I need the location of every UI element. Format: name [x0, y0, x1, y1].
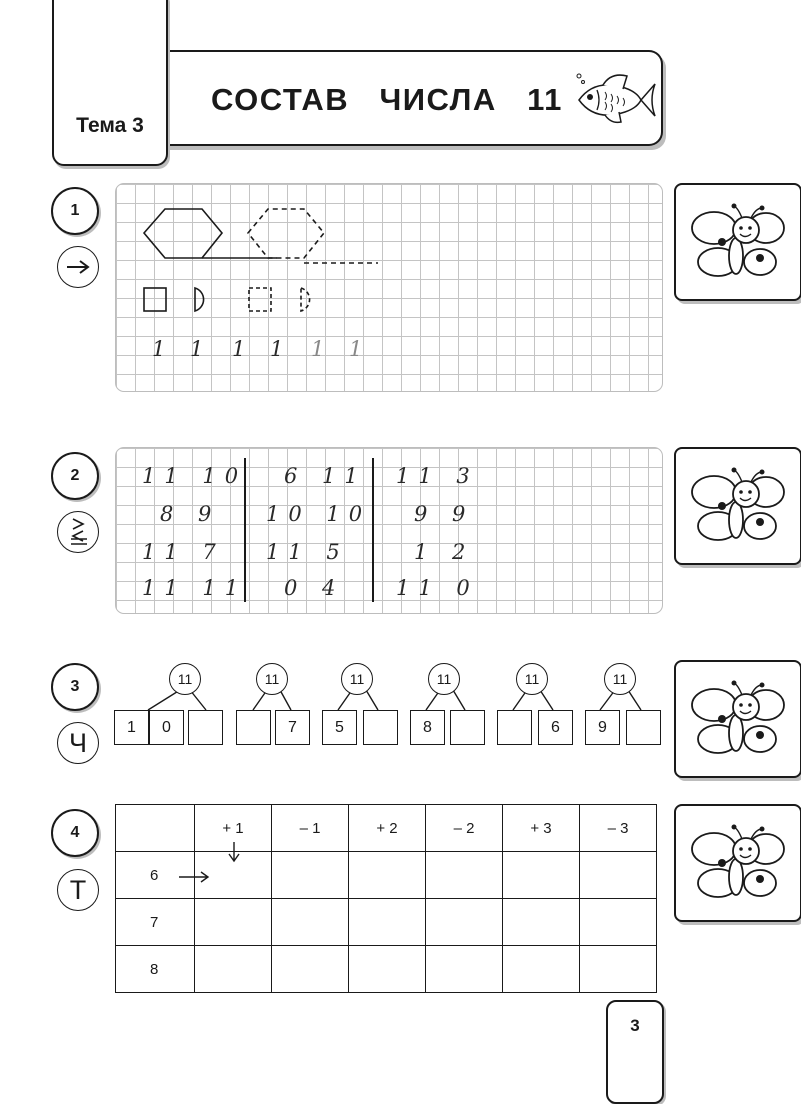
answer-cell[interactable] [426, 852, 503, 899]
part-box[interactable] [236, 710, 271, 745]
compare-pair: 10 10 [266, 502, 372, 526]
table-header-cell: + 3 [503, 805, 580, 852]
whole-number-circle: 11 [604, 663, 636, 695]
part-box[interactable]: 7 [275, 710, 310, 745]
whole-number-circle: 11 [428, 663, 460, 695]
answer-cell[interactable] [580, 946, 657, 993]
table-header-cell: – 2 [426, 805, 503, 852]
butterfly-icon [674, 660, 801, 778]
table-header-cell: + 1 [195, 805, 272, 852]
compare-pair: 11 11 [142, 576, 248, 600]
compare-pair: 1 2 [414, 540, 475, 564]
answer-cell[interactable] [426, 946, 503, 993]
compare-pair: 11 0 [396, 576, 479, 600]
whole-number-circle: 11 [169, 663, 201, 695]
task1-grid [115, 183, 663, 392]
table-row [116, 899, 657, 946]
part-box[interactable]: 6 [538, 710, 573, 745]
part-box[interactable]: 5 [322, 710, 357, 745]
compare-sign-icon [57, 511, 99, 553]
task2-grid [115, 447, 663, 614]
compare-pair: 11 10 [142, 464, 248, 488]
table-header-cell: – 1 [272, 805, 349, 852]
part-box[interactable] [626, 710, 661, 745]
page-number-tab [606, 1000, 664, 1104]
part-box[interactable]: 1 [114, 710, 149, 745]
part-box[interactable]: 8 [410, 710, 445, 745]
arrow-right-icon [57, 246, 99, 288]
answer-cell[interactable] [349, 899, 426, 946]
whole-number-circle: 11 [341, 663, 373, 695]
answer-cell[interactable] [349, 946, 426, 993]
row-label: 7 [116, 899, 195, 946]
answer-cell[interactable] [580, 852, 657, 899]
fish-icon [575, 68, 657, 130]
answer-cell[interactable] [426, 899, 503, 946]
part-box[interactable] [450, 710, 485, 745]
table-header-cell: – 3 [580, 805, 657, 852]
part-box[interactable] [497, 710, 532, 745]
butterfly-icon [674, 804, 801, 922]
compare-pair: 9 9 [414, 502, 475, 526]
compare-pair: 0 4 [284, 576, 345, 600]
compare-pair: 11 3 [396, 464, 479, 488]
copy-digits-dotted: 1 1 [311, 337, 372, 361]
task-number-4: 4 [51, 809, 99, 857]
table-row [116, 946, 657, 993]
compare-pair: 8 9 [160, 502, 221, 526]
compare-pair: 11 5 [266, 540, 349, 564]
compare-pair: 11 7 [142, 540, 225, 564]
column-divider-2 [372, 458, 374, 602]
page-number: 3 [630, 1016, 640, 1035]
whole-number-circle: 11 [256, 663, 288, 695]
example-arrows-icon [175, 838, 245, 886]
task3-symbol: Ч [57, 722, 99, 764]
answer-cell[interactable] [349, 852, 426, 899]
copy-digits-2: 1 1 [232, 337, 293, 361]
part-box[interactable]: 0 [149, 710, 184, 745]
answer-cell[interactable] [272, 852, 349, 899]
topic-tab [52, 0, 168, 166]
answer-cell[interactable] [503, 946, 580, 993]
answer-cell[interactable] [195, 946, 272, 993]
page-title: СОСТАВ ЧИСЛА 11 [211, 82, 563, 117]
part-box[interactable]: 9 [585, 710, 620, 745]
part-box[interactable] [188, 710, 223, 745]
task-number-3: 3 [51, 663, 99, 711]
row-label: 6 [116, 852, 195, 899]
task-number-1: 1 [51, 187, 99, 235]
answer-cell[interactable] [580, 899, 657, 946]
operations-table [115, 804, 657, 993]
answer-cell[interactable] [195, 899, 272, 946]
title-banner [163, 50, 663, 146]
answer-cell[interactable] [503, 852, 580, 899]
part-box[interactable] [363, 710, 398, 745]
table-header-cell: + 2 [349, 805, 426, 852]
whole-number-circle: 11 [516, 663, 548, 695]
task-number-2: 2 [51, 452, 99, 500]
topic-label: Тема 3 [76, 114, 144, 137]
butterfly-icon [674, 183, 801, 301]
row-label: 8 [116, 946, 195, 993]
answer-cell[interactable] [272, 946, 349, 993]
answer-cell[interactable] [272, 899, 349, 946]
butterfly-icon [674, 447, 801, 565]
compare-pair: 6 11 [284, 464, 367, 488]
copy-digits-1: 1 1 [152, 337, 213, 361]
answer-cell[interactable] [503, 899, 580, 946]
task4-symbol: Т [57, 869, 99, 911]
